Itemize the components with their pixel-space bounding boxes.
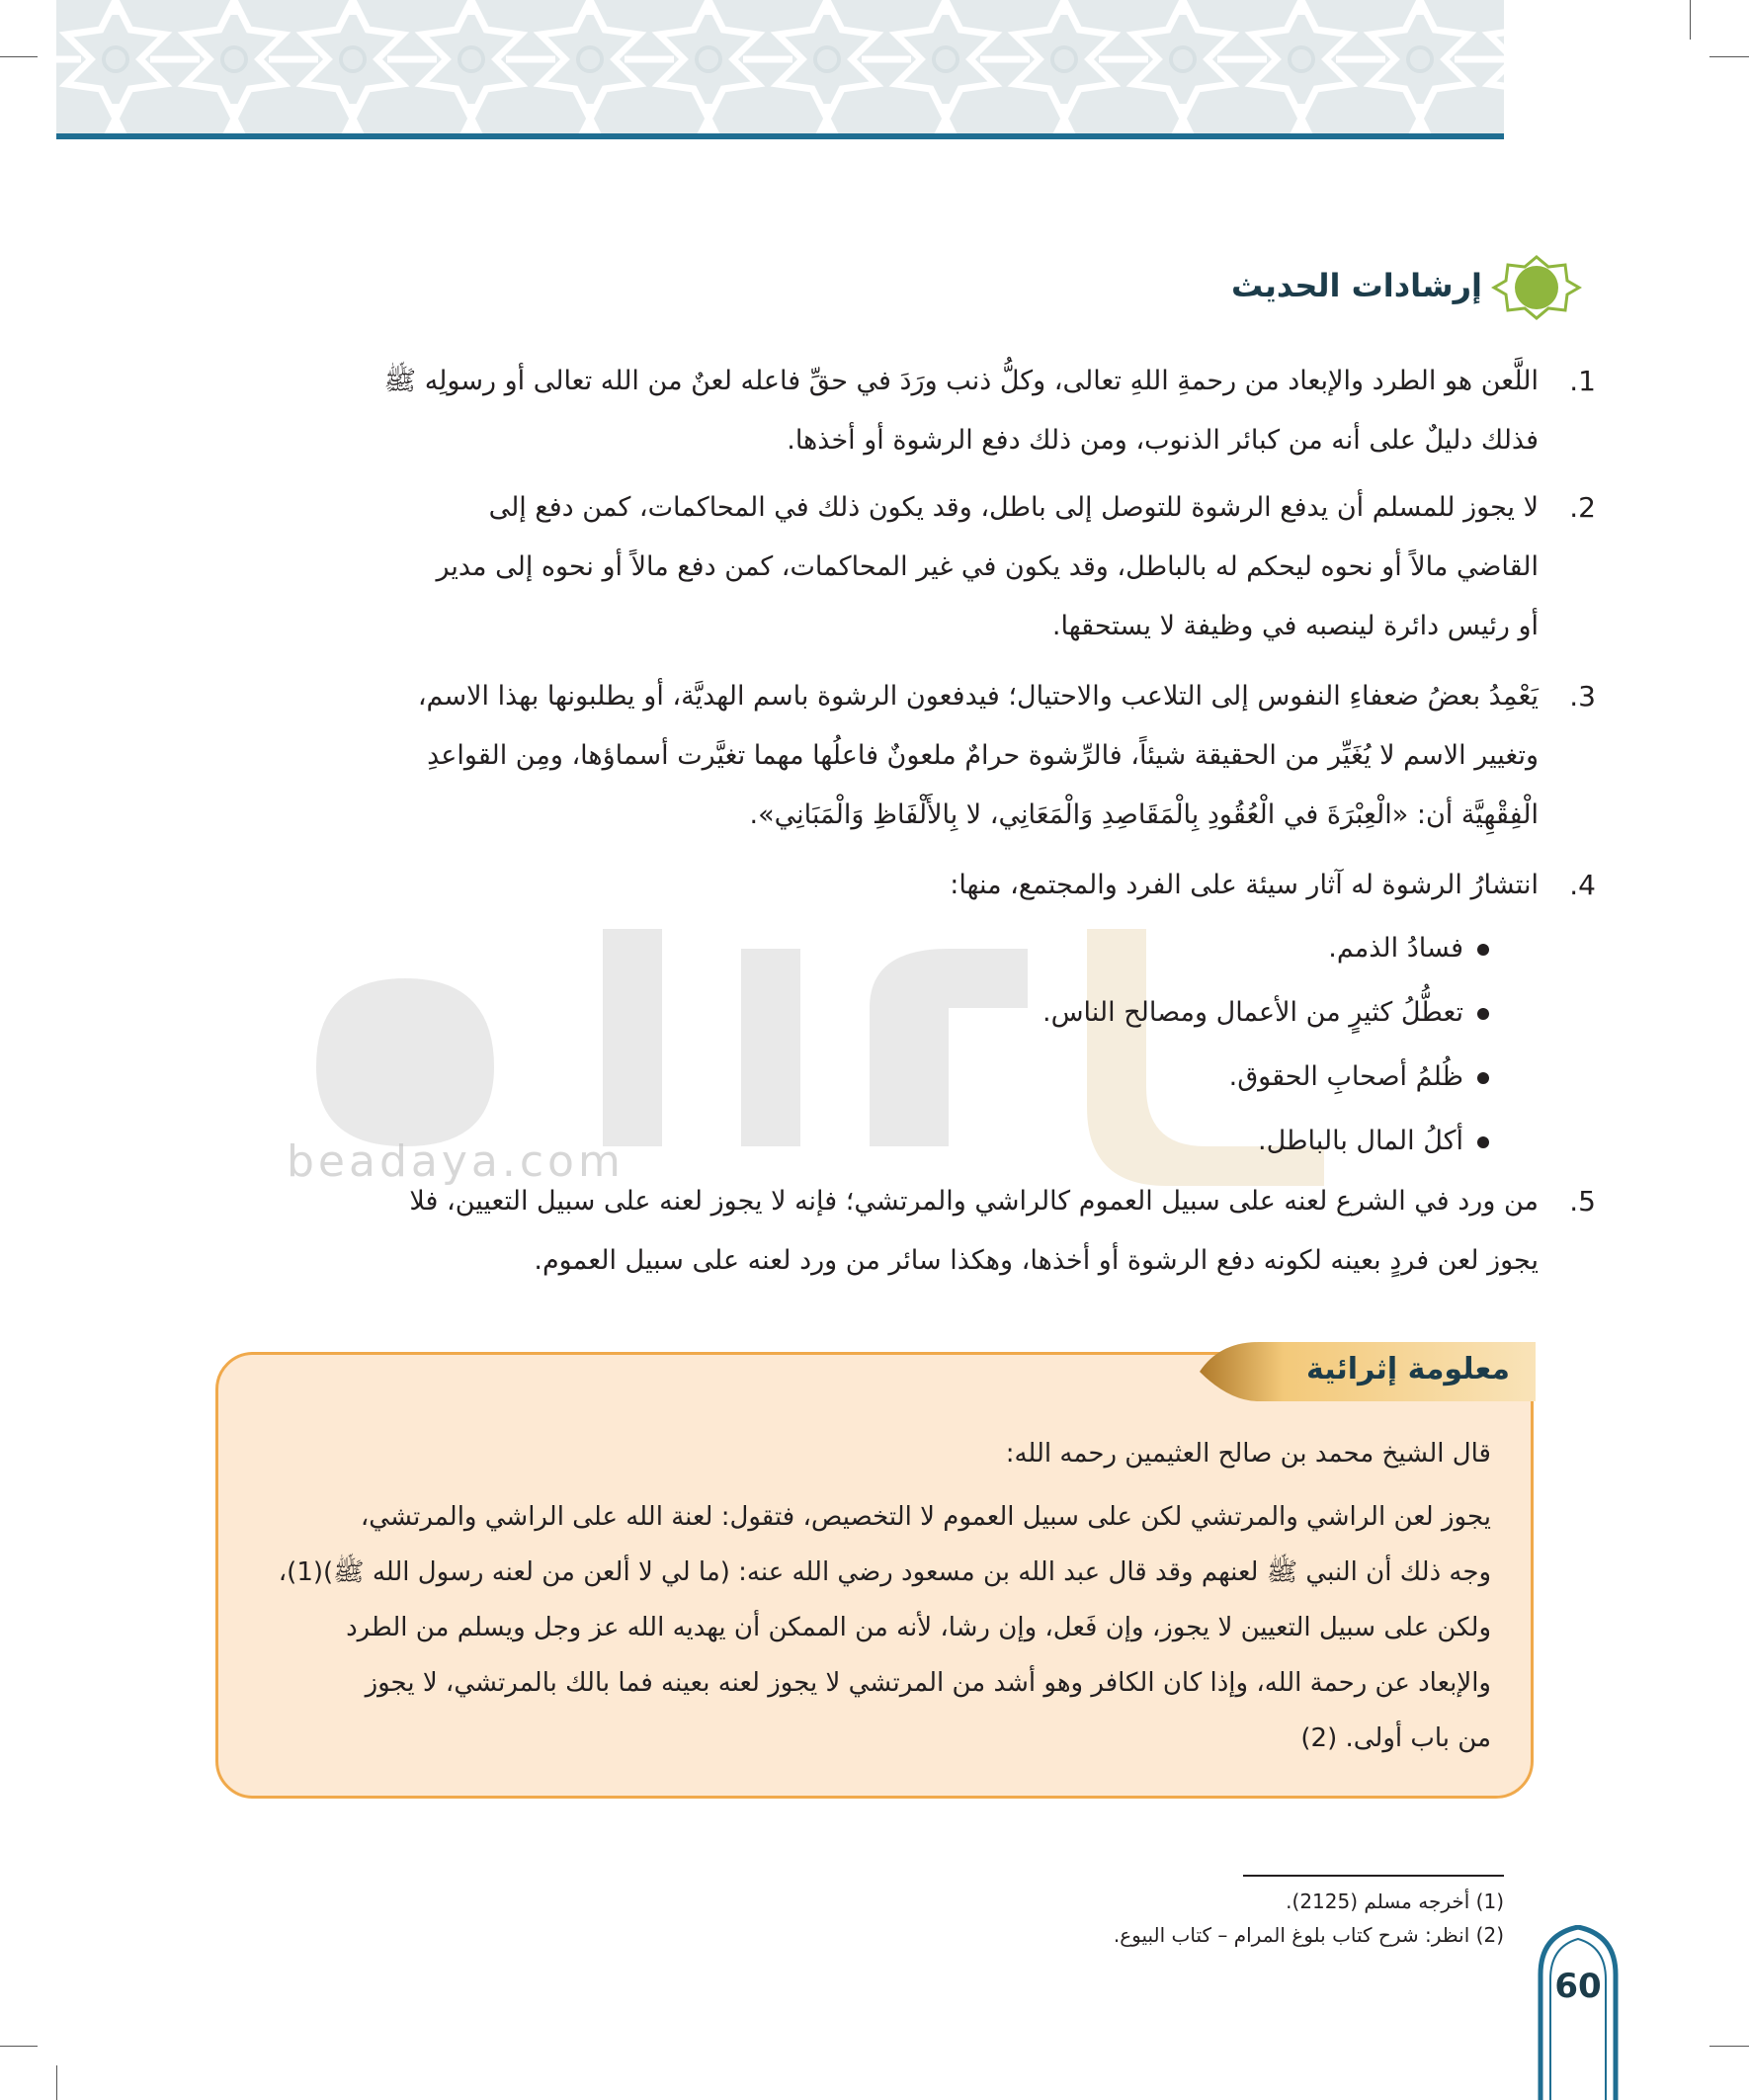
bullet-item: [1229, 1049, 1489, 1106]
bullet-dot-icon: [1477, 1008, 1489, 1020]
section-title-label: إرشادات الحديث: [1231, 267, 1482, 304]
footnote-2: (2) انظر: شرح كتاب بلوغ المرام – كتاب البيوع.: [1113, 1923, 1504, 1947]
guidance-item-4: [247, 856, 1596, 915]
item-number: .4: [1569, 869, 1596, 901]
guidance-item-1: [247, 352, 1596, 470]
item-line: يجوز لعن فردٍ بعينه لكونه دفع الرشوة أو أخذها، وهكذا سائر من ورد لعنه على سبيل العموم.: [534, 1245, 1539, 1276]
crop-mark: [1709, 2046, 1749, 2047]
info-line: من باب أولى. (2): [1300, 1723, 1491, 1753]
bullet-item: [1328, 920, 1489, 977]
item-number: .3: [1569, 680, 1596, 713]
item-number: .5: [1569, 1185, 1596, 1218]
item-number: .2: [1569, 491, 1596, 524]
bullet-text: فسادُ الذمم.: [1328, 933, 1463, 964]
info-line: ولكن على سبيل التعيين لا يجوز، وإن فَعل، وإن رشا، لأنه من الممكن أن يهديه الله عز وجل ويسلم من الطرد: [346, 1613, 1491, 1642]
info-line: والإبعاد عن رحمة الله، وإذا كان الكافر وهو أشد من المرتشي لا يجوز لعنه بعينه فما بالك بالمرتشي، لا يجوز: [365, 1668, 1491, 1698]
guidance-item-5: [247, 1172, 1596, 1291]
bullet-item: [1258, 1113, 1489, 1170]
bullet-text: أكلُ المال بالباطل.: [1257, 1126, 1463, 1156]
item-line: القاضي مالاً أو نحوه ليحكم له بالباطل، وقد يكون في غير المحاكمات، كمن دفع مالاً أو نحوه إلى مدير: [436, 551, 1539, 582]
info-line: قال الشيخ محمد بن صالح العثيمين رحمه الله:: [1005, 1439, 1491, 1469]
info-box-tab: [1200, 1342, 1536, 1401]
page-number-badge-icon: [1537, 1925, 1620, 2100]
item-line: انتشارُ الرشوة له آثار سيئة على الفرد والمجتمع، منها:: [950, 870, 1539, 900]
enrichment-info-box: [215, 1352, 1534, 1799]
bullet-dot-icon: [1477, 944, 1489, 956]
footnote-1: (1) أخرجه مسلم (2125).: [1286, 1890, 1504, 1913]
page-number: 60: [1554, 1967, 1602, 2006]
item-line: يَعْمِدُ بعضُ ضعفاءِ النفوس إلى التلاعب والاحتيال؛ فيدفعون الرشوة باسم الهديَّة، أو يطلبونها بهذا الاسم،: [417, 681, 1539, 712]
info-line: يجوز لعن الراشي والمرتشي لكن على سبيل العموم لا التخصيص، فتقول: لعنة الله على الراشي والمرتشي،: [360, 1502, 1491, 1532]
guidance-item-2: [247, 478, 1596, 656]
watermark-text: beadaya.com: [287, 1136, 625, 1187]
bullet-text: ظُلمُ أصحابِ الحقوق.: [1228, 1061, 1463, 1092]
item-line: لا يجوز للمسلم أن يدفع الرشوة للتوصل إلى باطل، وقد يكون ذلك في المحاكمات، كمن دفع إلى: [488, 492, 1539, 523]
crop-mark: [56, 2065, 57, 2100]
crop-mark: [1709, 56, 1749, 57]
bullet-dot-icon: [1477, 1136, 1489, 1148]
bullet-item: [1042, 984, 1489, 1042]
item-line: من ورد في الشرع لعنه على سبيل العموم كالراشي والمرتشي؛ فإنه لا يجوز لعنه على سبيل التعيين، فلا: [409, 1186, 1539, 1217]
header-rule: [56, 133, 1504, 139]
info-box-title: معلومة إثرائية: [1306, 1352, 1510, 1386]
footnote-rule: [1243, 1875, 1504, 1877]
info-box-body: [258, 1426, 1491, 1766]
crop-mark: [0, 2046, 38, 2047]
guidance-item-3: [247, 667, 1596, 845]
section-title: [1231, 255, 1591, 320]
header-pattern-band: [56, 0, 1504, 136]
item-line: فذلك دليلٌ على أنه من كبائر الذنوب، ومن ذلك دفع الرشوة أو أخذها.: [787, 425, 1539, 456]
item-line: أو رئيس دائرة لينصبه في وظيفة لا يستحقها.: [1051, 611, 1539, 641]
octagram-flower-icon: [1482, 255, 1591, 320]
item-line: وتغيير الاسم لا يُغَيِّر من الحقيقة شيئاً، فالرِّشوة حرامٌ ملعونٌ فاعلُها مهما تغيَّرت أسماؤها، ومِن القواعدِ: [427, 740, 1539, 771]
info-line: وجه ذلك أن النبي ﷺ لعنهم وقد قال عبد الله بن مسعود رضي الله عنه: (ما لي لا ألعن من لعنه رسول الله ﷺ)(1)،: [278, 1557, 1491, 1587]
item-line: الْفِقْهِيَّة أن: «الْعِبْرَةَ في الْعُقُودِ بِالْمَقَاصِدِ وَالْمَعَانِي، لا بِالأَلْفَاظِ وَالْمَبَانِي».: [749, 799, 1539, 830]
header-pattern-icon: [56, 0, 1504, 136]
bullet-text: تعطُّلُ كثيرٍ من الأعمال ومصالح الناس.: [1041, 997, 1463, 1028]
item-line: اللَّعن هو الطرد والإبعاد من رحمةِ اللهِ تعالى، وكلُّ ذنب ورَدَ في حقِّ فاعله لعنٌ من الله تعالى أو رسولِه ﷺ: [383, 366, 1539, 396]
crop-mark: [1690, 0, 1691, 40]
bullet-dot-icon: [1477, 1072, 1489, 1084]
item-number: .1: [1569, 365, 1596, 397]
crop-mark: [0, 56, 38, 57]
